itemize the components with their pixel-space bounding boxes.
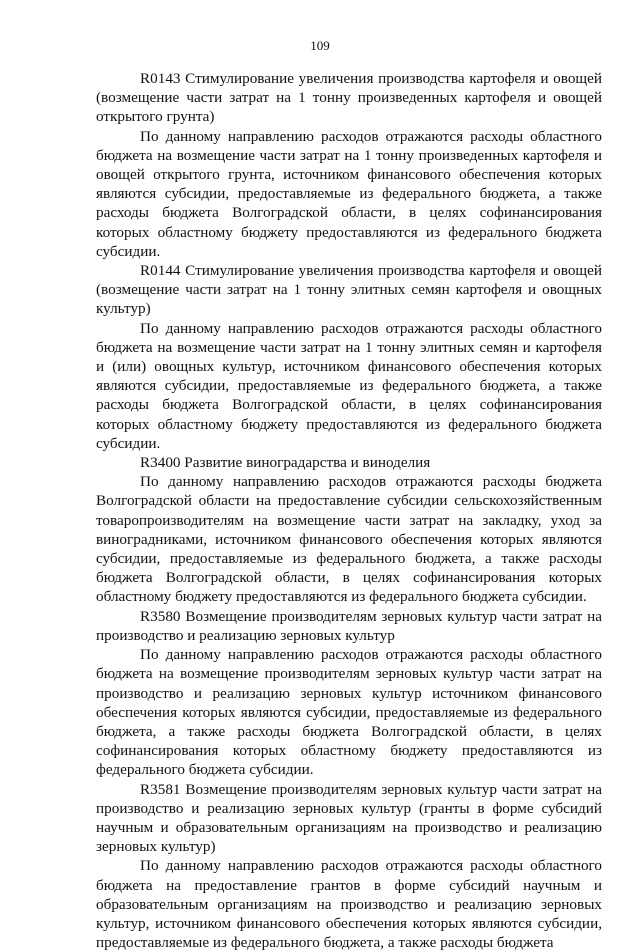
section-heading-r3400: R3400 Развитие виноградарства и виноделия	[140, 454, 431, 472]
paragraph-r3580: По данному направлению расходов отражаются расходы областного бюджета на возмещение производителям зерновых культур части затрат на производство и реализацию зерновых культур источником финансового обеспечения которых являются субсидии, предоставляемые из федерального бюджета, а также расходы бюджета Волгоградской области, в целях софинансирования которых областному бюджету предоставляются из федерального бюджета субсидии.	[96, 646, 602, 779]
paragraph-r3400: По данному направлению расходов отражаются расходы бюджета Волгоградской области на предоставление субсидии сельскохозяйственным товаропроизводителям на возмещение части затрат на закладку, уход за виноградниками, источником финансового обеспечения которых являются субсидии, предоставляемые из федерального бюджета, а также расходы бюджета Волгоградской области, в целях софинансирования которых областному бюджету предоставляются из федерального бюджета субсидии.	[96, 473, 602, 606]
paragraph-r0143: По данному направлению расходов отражаются расходы областного бюджета на возмещение части затрат на 1 тонну произведенных картофеля и овощей открытого грунта, источником финансового обеспечения которых являются субсидии, предоставляемые из федерального бюджета, а также расходы бюджета Волгоградской области, в целях софинансирования которых областному бюджету предоставляются из федерального бюджета субсидии.	[96, 127, 602, 260]
section-heading-r0144: R0144 Стимулирование увеличения производства картофеля и овощей (возмещение части затрат на 1 тонну элитных семян картофеля и овощных культур)	[96, 262, 602, 318]
section-heading-r3580: R3580 Возмещение производителям зерновых культур части затрат на производство и реализацию зерновых культур	[96, 607, 602, 644]
section-heading-r3581: R3581 Возмещение производителям зерновых культур части затрат на производство и реализацию зерновых культур (гранты в форме субсидий научным и образовательным организациям на производство и реализацию зерновых культур)	[96, 780, 602, 856]
page-number: 109	[310, 38, 330, 53]
body-text	[96, 69, 602, 952]
section-heading-r0143: R0143 Стимулирование увеличения производства картофеля и овощей (возмещение части затрат на 1 тонну произведенных картофеля и овощей открытого грунта)	[96, 70, 602, 126]
paragraph-r0144: По данному направлению расходов отражаются расходы областного бюджета на возмещение части затрат на 1 тонну элитных семян и картофеля и (или) овощных культур, источником финансового обеспечения которых являются субсидии, предоставляемые из федерального бюджета, а также расходы бюджета Волгоградской области, в целях софинансирования которых областному бюджету предоставляются из федерального бюджета субсидии.	[96, 319, 602, 452]
paragraph-r3581: По данному направлению расходов отражаются расходы областного бюджета на предоставление грантов в форме субсидий научным и образовательным организациям на производство и реализацию зерновых культур, источником финансового обеспечения которых являются субсидии, предоставляемые из федерального бюджета, а также расходы бюджета	[96, 857, 602, 952]
